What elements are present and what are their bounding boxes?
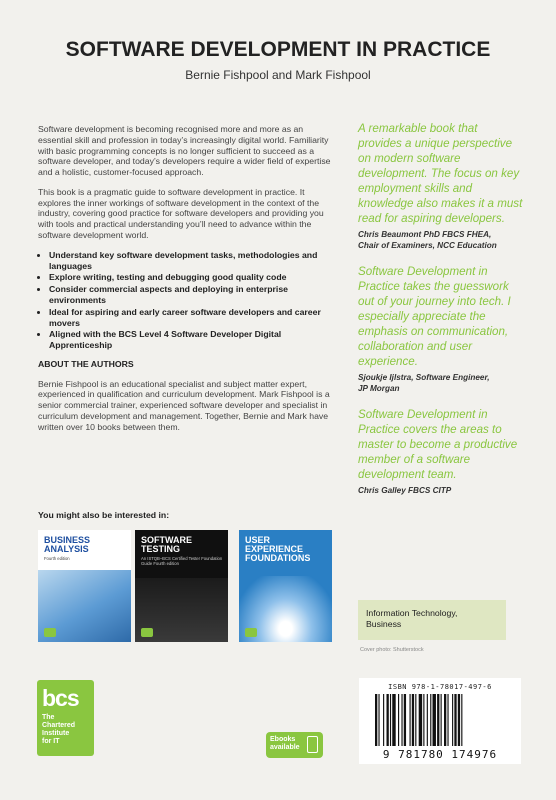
endorsement-quote: A remarkable book that provides a unique perspective on modern software development. The focus on key employment skills and knowledge also makes it a must read for aspiring developers. <box>358 122 523 226</box>
book-subtitle: An ISTQB–BCS Certified Tester Foundation Guide Fourth edition <box>141 556 223 567</box>
cover-photo-credit: Cover photo: Shutterstock <box>360 647 424 653</box>
ebooks-available-badge <box>266 732 323 758</box>
bcs-wordmark: bcs <box>42 685 79 711</box>
ebooks-label: Ebooks available <box>270 736 300 752</box>
feature-list <box>38 250 338 351</box>
feature-item: • Consider commercial aspects and deploying in enterprise environments <box>49 284 338 306</box>
blurb-column <box>38 124 338 442</box>
book-title: BUSINESS ANALYSIS <box>44 535 91 554</box>
related-books <box>38 530 338 642</box>
endorsement-quote: Software Development in Practice covers the areas to master to become a productive member of a software development team. <box>358 407 518 481</box>
quotes-column <box>358 121 524 508</box>
about-authors-heading: ABOUT THE AUTHORS <box>38 358 134 369</box>
related-books-heading: You might also be interested in: <box>38 510 170 520</box>
barcode-digits: 9 781780 174976 <box>382 748 498 761</box>
feature-item: • Explore writing, testing and debugging good quality code <box>49 272 338 283</box>
book-authors: Bernie Fishpool and Mark Fishpool <box>185 68 371 82</box>
related-book-ux-foundations[interactable] <box>239 530 332 642</box>
book-title: SOFTWARE DEVELOPMENT IN PRACTICE <box>65 38 491 61</box>
endorsement-attribution: Chris Beaumont PhD FBCS FHEA, Chair of Examiners, NCC Education <box>358 230 497 251</box>
feature-item: • Ideal for aspiring and early career software developers and career movers <box>49 307 338 329</box>
feature-item: • Understand key software development tasks, methodologies and languages <box>49 250 338 272</box>
book-title: SOFTWARE TESTING <box>141 535 192 554</box>
bcs-tagline: The Chartered Institute for IT <box>42 714 76 746</box>
barcode-panel <box>359 678 521 764</box>
bcs-logo-icon <box>44 628 56 637</box>
about-authors-text: Bernie Fishpool is an educational specialist and subject matter expert, experienced in qualification and curriculum development. Mark Fishpool is a senior commercial trainer, experienced software developer and specialist in curriculum development and management. Together, Bernie and Mark have written over 10 books between them. <box>38 378 330 432</box>
related-book-software-testing[interactable] <box>135 530 228 642</box>
blurb-paragraph-1: Software development is becoming recognised more and more as an essential skill and profession in today’s increasingly digital world. Familiarity with basic programming concepts is no longer sufficient to succeed as a software developer, and today’s developers require a wider field of expertise and a holistic, customer-focused approach. <box>38 124 331 178</box>
endorsement-attribution: Chris Galley FBCS CITP <box>358 485 452 495</box>
barcode-icon <box>373 694 513 746</box>
bcs-logo <box>37 680 94 756</box>
book-title: USER EXPERIENCE FOUNDATIONS <box>245 535 311 563</box>
endorsement-attribution: Sjoukje Ijlstra, Software Engineer, JP Morgan <box>358 373 490 393</box>
feature-item: • Aligned with the BCS Level 4 Software Developer Digital Apprenticeship <box>49 329 338 351</box>
endorsement-quote: Software Development in Practice takes the guesswork out of your journey into tech. I especially appreciate the emphasis on communication, collaboration and user experience. <box>358 264 511 369</box>
category-box: Information Technology, Business <box>358 600 506 640</box>
blurb-paragraph-2: This book is a pragmatic guide to software development in practice. It explores the inner workings of software development in the context of the industry, covering good practice for software developers and providing you with tools and practical understanding you’ll need to advance within the software development world. <box>38 186 324 241</box>
ereader-icon <box>307 736 318 753</box>
isbn-text: ISBN 978-1-78017-497-6 <box>388 683 492 691</box>
book-subtitle: Fourth edition <box>44 556 70 561</box>
bcs-logo-icon <box>141 628 153 637</box>
related-book-business-analysis[interactable] <box>38 530 131 642</box>
bcs-logo-icon <box>245 628 257 637</box>
